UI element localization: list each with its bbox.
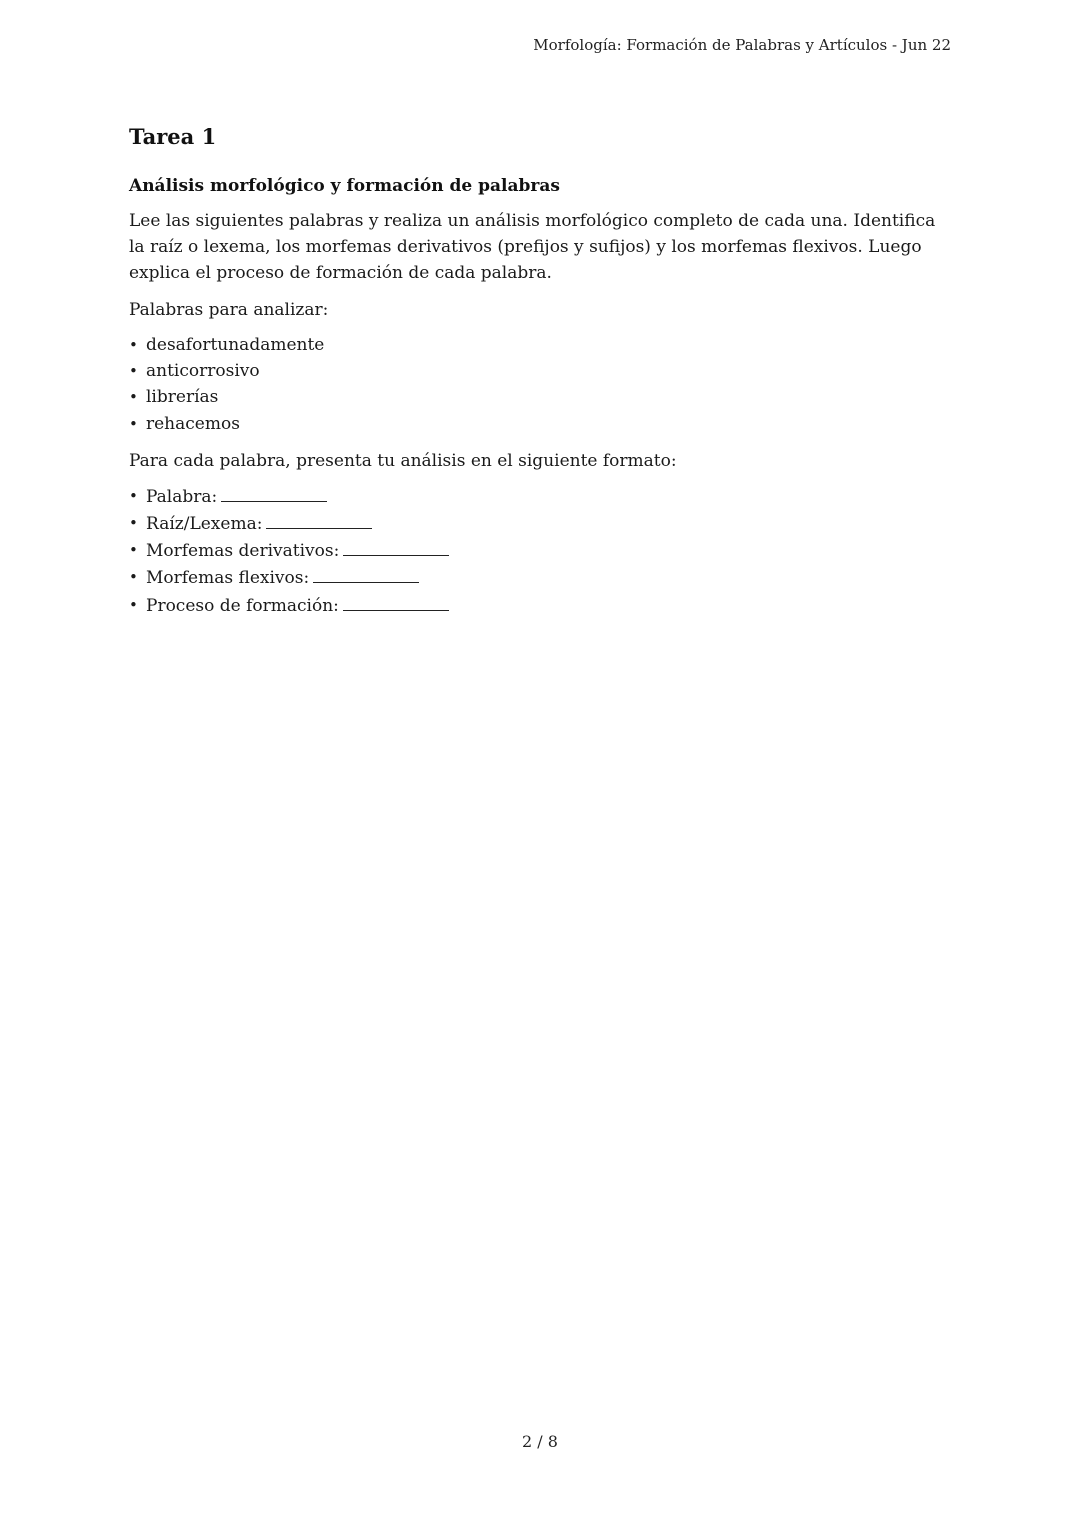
format-intro: Para cada palabra, presenta tu análisis en el siguiente formato:: [129, 450, 677, 471]
list-item: [129, 510, 953, 537]
word-item: librerías: [146, 387, 219, 408]
bullet-icon: •: [129, 541, 138, 560]
word-list: [129, 332, 953, 437]
word-item: desafortunadamente: [146, 335, 325, 355]
list-item: [129, 592, 953, 619]
bullet-icon: •: [129, 595, 138, 614]
answer-blank: [343, 537, 449, 556]
list-item: [129, 332, 953, 358]
field-label: Morfemas flexivos:: [146, 568, 310, 589]
list-item: [129, 384, 953, 410]
page-number: 2 / 8: [522, 1432, 558, 1451]
list-item: [129, 483, 953, 510]
bullet-icon: •: [129, 388, 138, 407]
section-title: Análisis morfológico y formación de palabras: [129, 176, 560, 196]
bullet-icon: •: [129, 514, 138, 533]
format-list: [129, 483, 953, 619]
list-item: [129, 358, 953, 384]
list-item: [129, 411, 953, 437]
list-item: [129, 564, 953, 591]
answer-blank: [266, 510, 372, 529]
answer-blank: [313, 564, 419, 583]
word-item: rehacemos: [146, 413, 240, 434]
bullet-icon: •: [129, 568, 138, 587]
list-item: [129, 537, 953, 564]
bullet-icon: •: [129, 336, 138, 354]
task-title: Tarea 1: [129, 124, 217, 149]
bullet-icon: •: [129, 362, 138, 381]
document-body: [129, 120, 953, 619]
words-intro: Palabras para analizar:: [129, 300, 329, 320]
field-label: Raíz/Lexema:: [146, 514, 263, 535]
running-header: Morfología: Formación de Palabras y Artículos - Jun 22: [533, 36, 951, 54]
instructions-paragraph: Lee las siguientes palabras y realiza un análisis morfológico completo de cada una. Identifica la raíz o lexema, los morfemas derivativos (prefijos y sufijos) y los morfemas flexivos. Luego explica el proceso de formación de cada palabra.: [129, 211, 936, 283]
word-item: anticorrosivo: [146, 361, 260, 382]
field-label: Proceso de formación:: [146, 595, 339, 616]
bullet-icon: •: [129, 414, 138, 433]
answer-blank: [343, 592, 449, 611]
field-label: Morfemas derivativos:: [146, 541, 340, 562]
answer-blank: [221, 483, 327, 502]
bullet-icon: •: [129, 486, 138, 505]
field-label: Palabra:: [146, 486, 218, 507]
